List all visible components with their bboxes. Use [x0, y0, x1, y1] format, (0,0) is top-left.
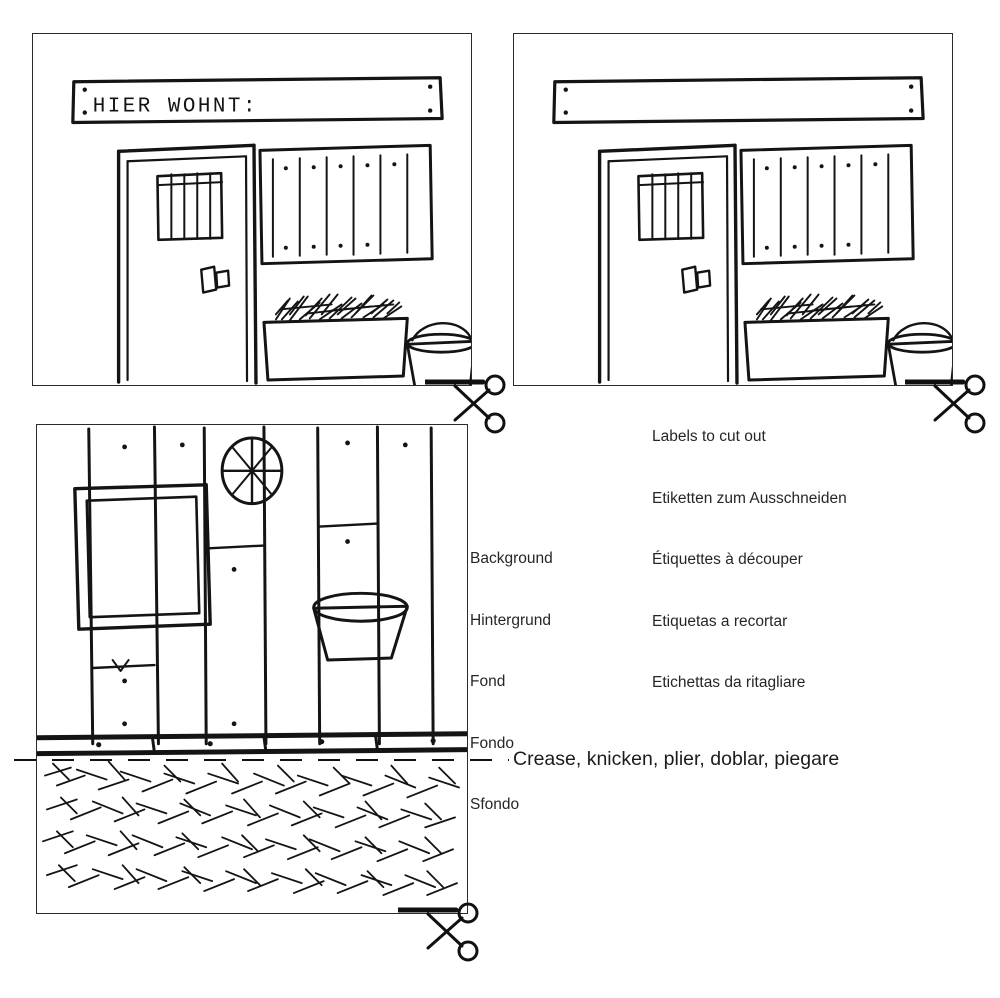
caption-line: Etiketten zum Ausschneiden	[652, 489, 847, 507]
caption-labels-to-cut-out	[652, 386, 847, 714]
panel-label-with-text	[32, 33, 472, 386]
door-label-drawing-blank	[514, 34, 952, 385]
caption-line: Hintergrund	[470, 611, 551, 629]
crease-dashed-line	[14, 759, 509, 761]
caption-line: Etiquetas a recortar	[652, 612, 788, 630]
caption-line: Sfondo	[470, 796, 520, 813]
caption-line: Background	[470, 550, 553, 567]
panel-label-blank	[513, 33, 953, 386]
background-drawing	[37, 425, 467, 913]
scissors-icon	[398, 902, 488, 964]
caption-crease: Crease, knicken, plier, doblar, piegare	[513, 748, 840, 770]
scissors-icon	[905, 374, 995, 436]
caption-line: Labels to cut out	[652, 428, 766, 445]
caption-line: Fond	[470, 673, 506, 690]
sign-text-filled: HIER WOHNT:	[92, 95, 258, 119]
door-label-drawing-filled	[33, 34, 471, 385]
scissors-icon	[425, 374, 515, 436]
caption-line: Etichettas da ritagliare	[652, 674, 806, 691]
caption-line: Fondo	[470, 734, 514, 752]
caption-background	[470, 508, 553, 836]
caption-line: Étiquettes à découper	[652, 551, 803, 568]
panel-background	[36, 424, 468, 914]
